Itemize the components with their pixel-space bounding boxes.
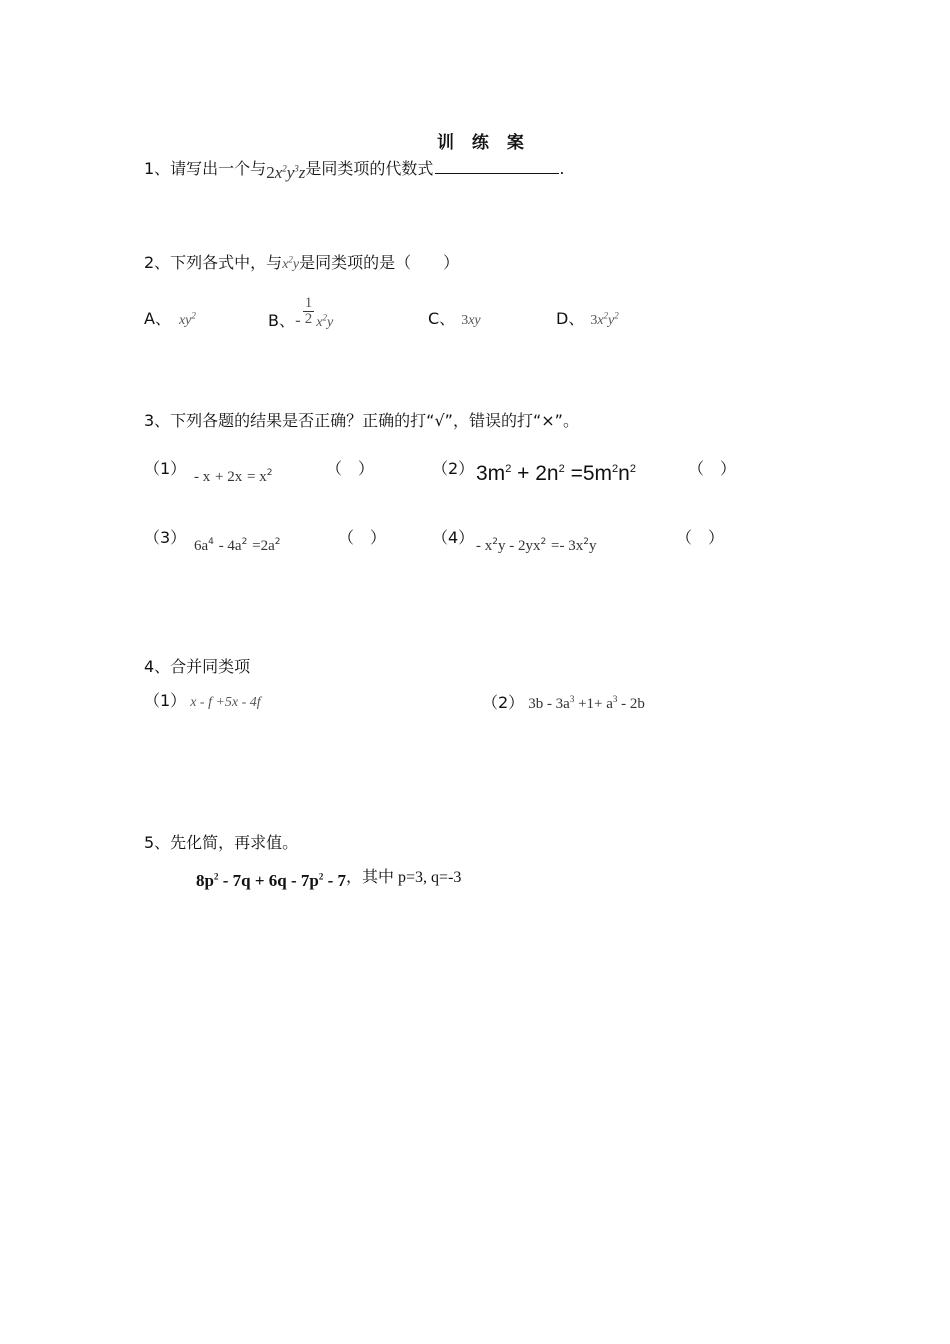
question-5: 5、先化简，再求值。 xyxy=(144,833,299,852)
option-a[interactable]: A、 $xy^2$ xyxy=(144,309,196,328)
q3-item-4-answer[interactable]: （ ） xyxy=(676,528,725,547)
option-c[interactable]: C、 3xy xyxy=(428,309,481,328)
q3-item-4-expression: - $x^2y - 2yx^2 =- 3x^2y$ xyxy=(476,537,597,554)
q3-item-1-answer[interactable]: （ ） xyxy=(326,459,375,478)
q3-item-1-label: （1） xyxy=(144,459,187,478)
q5-expression-row xyxy=(196,864,462,890)
question-3: 3、下列各题的结果是否正确？正确的打“√”，错误的打“×”。 xyxy=(144,411,579,430)
question-2: 2、下列各式中，与$x^2y$是同类项的是（ ） xyxy=(144,253,460,272)
q3-item-3-expression: $6a^4 - 4a^2 =2a^2$ xyxy=(194,537,281,554)
page-title: 训 练 案 xyxy=(437,133,530,153)
q3-item-2-label: （2） xyxy=(432,459,475,478)
q4-item-1: （1） x - f +5x - 4f xyxy=(144,691,261,710)
q3-item-2-answer[interactable]: （ ） xyxy=(688,459,737,478)
answer-blank[interactable] xyxy=(435,157,559,174)
q5-condition: ，其中 p=3, q=-3 xyxy=(346,869,462,886)
q1-text-after: 是同类项的代数式 xyxy=(305,159,434,178)
q3-item-2-expression: $3m^2 + 2n^2 =5m^2n^2$ xyxy=(476,462,636,485)
question-1: 1、请写出一个与$2x^2y^3z$是同类项的代数式 . xyxy=(144,159,565,182)
option-d[interactable]: D、 $3x^2y^2$ xyxy=(556,309,619,328)
q1-expression: $2x^2y^3z$ xyxy=(266,163,306,182)
fraction: $\frac{1}{2}$ xyxy=(304,295,313,327)
q4-item-2: （2） $3b - 3a^3 +1+ a^3 - 2b$ xyxy=(482,693,645,712)
q5-expression: $8p^2 - 7q + 6q - 7p^2 - 7$ xyxy=(196,871,347,890)
q3-item-3-answer[interactable]: （ ） xyxy=(338,528,387,547)
q3-item-4-label: （4） xyxy=(432,528,475,547)
q1-text-before: 1、请写出一个与 xyxy=(144,159,267,178)
q2-expression: $x^2y$ xyxy=(282,254,300,272)
q3-item-1-expression: - $x + 2x = x^2$ xyxy=(194,468,273,485)
question-4: 4、合并同类项 xyxy=(144,657,251,676)
q3-item-3-label: （3） xyxy=(144,528,187,547)
option-b[interactable]: B、- $\frac{1}{2}$ $x^2y$ xyxy=(268,295,334,330)
